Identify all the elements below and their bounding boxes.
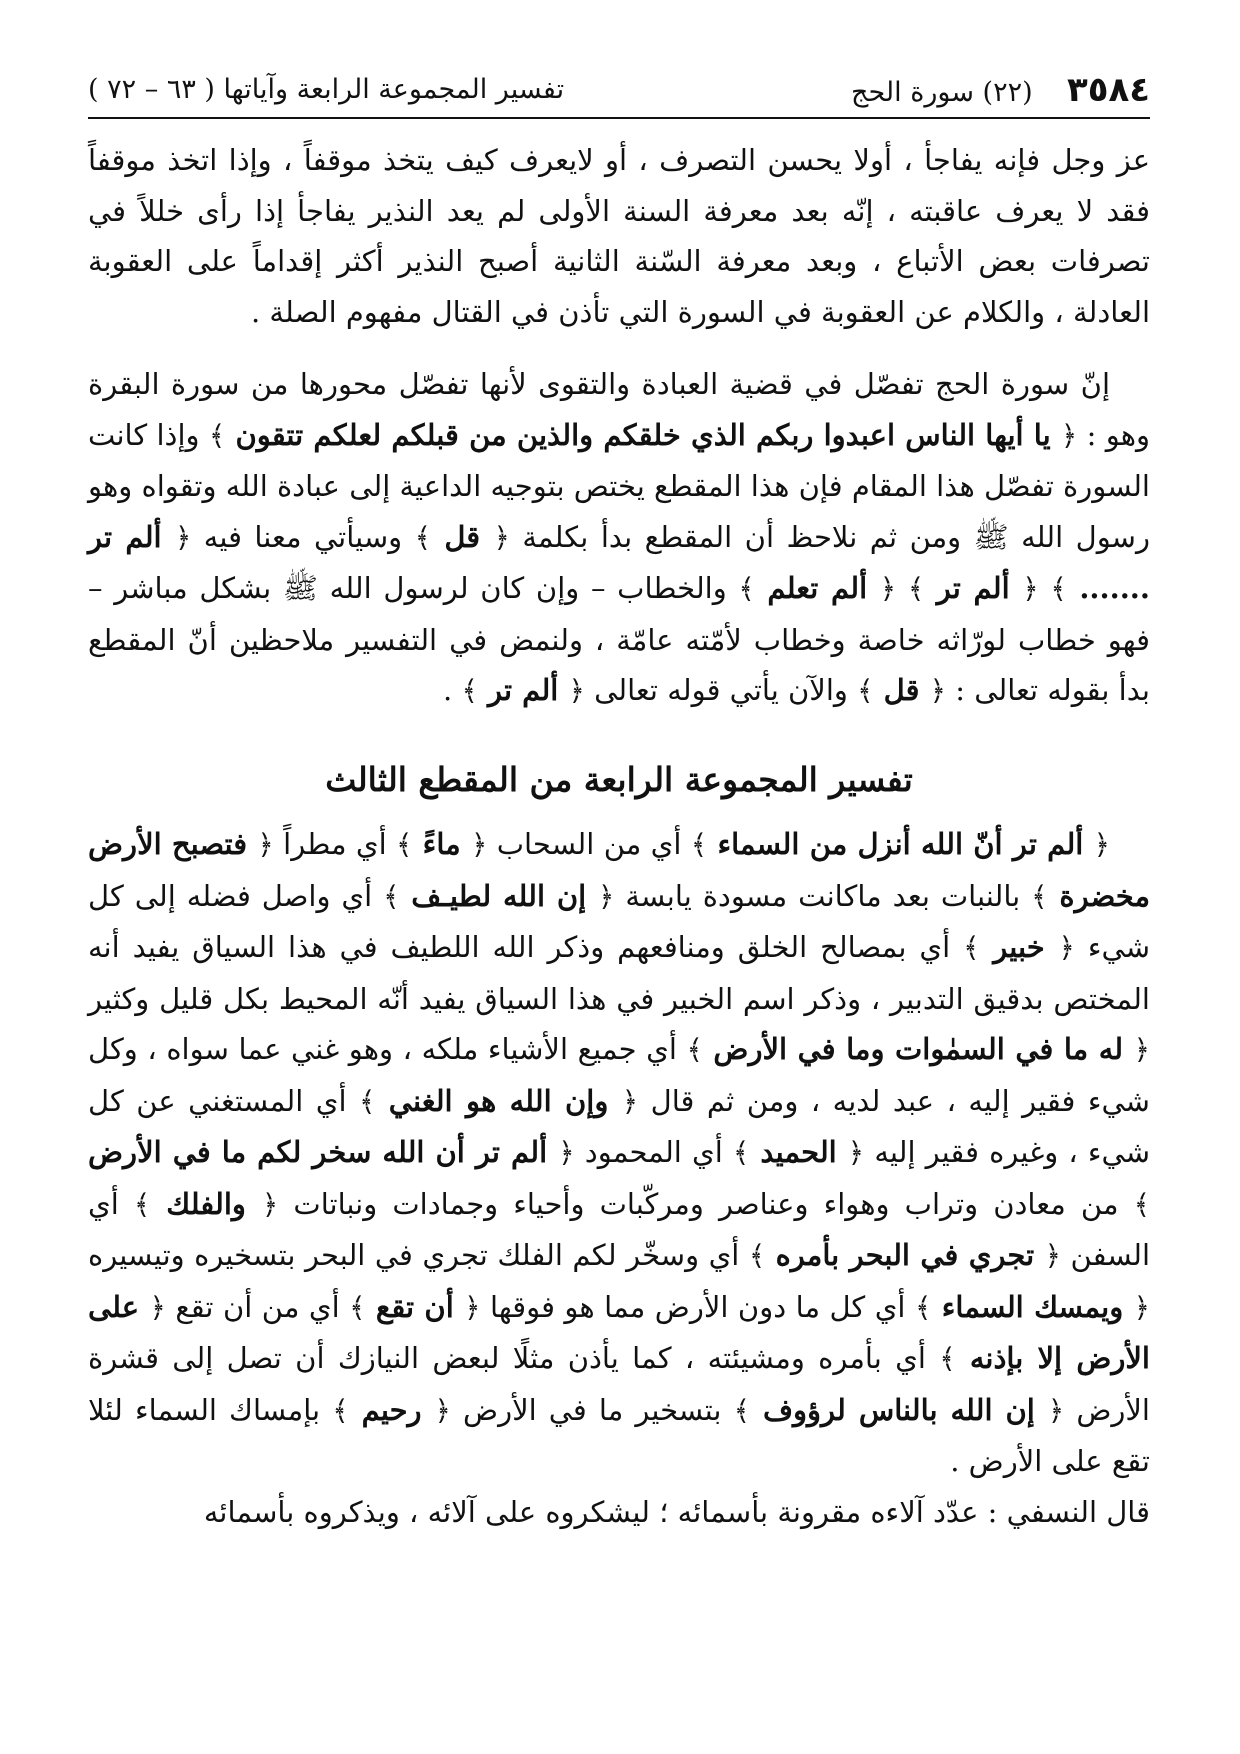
quran-verse: ويمسك السماء: [931, 1289, 1134, 1324]
quran-verse: والفلك: [150, 1186, 262, 1221]
ornate-bracket-close: ﴾: [914, 1290, 932, 1324]
paragraph-text: أي واصل فضله إلى كل شيء: [88, 878, 1150, 964]
paragraph-text: [1039, 571, 1051, 605]
paragraph-text: وإذا كانت السورة تفصّل هذا المقام فإن هذا المقطع يختص بتوجيه الداعية إلى عبادة الله وتقواه وهو رسول الله ﷺ ومن ثم نلاحظ أن المقطع بدأ بكلمة: [88, 417, 1150, 554]
quran-verse: ألم تر .......: [88, 519, 1150, 605]
ornate-bracket-open: ﴿: [434, 1393, 451, 1427]
ornate-bracket-close: ﴾: [963, 931, 980, 964]
quran-verse: إن الله بالناس لرؤوف: [749, 1392, 1048, 1427]
ornate-bracket-close: ﴾: [1133, 1187, 1150, 1221]
surah-name: (٢٢) سورة الحج: [851, 77, 1033, 108]
paragraph-text: أي وسخّر لكم الفلك تجري في البحر بتسخيره وتيسيره: [88, 1238, 749, 1272]
paragraph-text: بإمساك السماء لئلا تقع على الأرض .: [88, 1392, 1150, 1478]
ornate-bracket-close: ﴾: [907, 572, 925, 605]
paragraph-text: والخطاب – وإن كان لرسول الله ﷺ بشكل مباشر – فهو خطاب لورّاثه خاصة وخطاب لأمّته عامّة ، ولنمض في التفسير ملاحظين أنّ المقطع بدأ بقوله تعالى :: [88, 571, 1150, 707]
ornate-bracket-close: ﴾: [133, 1187, 151, 1221]
ornate-bracket-close: ﴾: [332, 1393, 349, 1427]
quran-verse: ماءً: [412, 827, 471, 861]
ornate-bracket-open: ﴿: [1044, 1239, 1061, 1272]
paragraph-1: [88, 135, 1150, 337]
paragraph-text: أي السفن: [88, 1186, 1150, 1272]
ornate-bracket-close: ﴾: [690, 828, 708, 861]
quran-verse: الحميد: [749, 1135, 848, 1169]
ornate-bracket-open: ﴿: [261, 1187, 279, 1221]
quran-verse: تجري في البحر بأمره: [765, 1238, 1045, 1272]
ornate-bracket-close: ﴾: [857, 674, 874, 707]
quran-verse: رحيم: [348, 1392, 435, 1427]
quran-verse: خبير: [979, 930, 1059, 964]
ornate-bracket-close: ﴾: [733, 1393, 750, 1427]
ornate-bracket-open: ﴿: [598, 879, 615, 913]
paragraph-text: أي من السحاب: [487, 827, 691, 861]
running-title: تفسير المجموعة الرابعة وآياتها ( ٦٣ – ٧٢ ): [88, 74, 565, 105]
quran-verse: ألم تر: [924, 571, 1023, 605]
ornate-bracket-close: ﴾: [738, 572, 755, 605]
quran-verse: ألم تر: [477, 673, 569, 707]
ornate-bracket-open: ﴿: [1060, 418, 1078, 452]
ornate-bracket-open: ﴿: [470, 828, 488, 861]
paragraph-4: [88, 1487, 1150, 1538]
paragraph-text: بالنبات بعد ماكانت مسودة يابسة: [614, 878, 1032, 913]
ornate-bracket-open: ﴿: [1047, 1393, 1065, 1427]
paragraph-text: أي جميع الأشياء ملكه ، وهو غني عما سواه ، وكل شيء فقير إليه ، عبد لديه ، ومن ثم قال: [88, 1032, 1150, 1118]
ornate-bracket-close: ﴾: [461, 674, 478, 707]
ornate-bracket-close: ﴾: [939, 1342, 956, 1375]
quran-verse: قل: [873, 673, 930, 707]
ornate-bracket-close: ﴾: [732, 1136, 750, 1169]
paragraph-text: [896, 571, 908, 605]
ornate-bracket-close: ﴾: [1050, 572, 1067, 605]
quran-verse: إن الله لطيـف: [399, 878, 599, 913]
paragraph-text: .: [443, 673, 462, 707]
ornate-bracket-open: ﴿: [464, 1290, 481, 1324]
paragraph-3: [88, 819, 1150, 1487]
ornate-bracket-open: ﴿: [847, 1136, 865, 1169]
ornate-bracket-close: ﴾: [396, 828, 413, 861]
ornate-bracket-open: ﴿: [493, 520, 510, 554]
ornate-bracket-open: ﴿: [1093, 828, 1111, 861]
ornate-bracket-close: ﴾: [383, 879, 400, 913]
quran-verse: يا أيها الناس اعبدوا ربكم الذي خلقكم والذين من قبلكم لعلكم تتقون: [225, 417, 1061, 452]
paragraph-2: [88, 359, 1150, 717]
paragraph-text: إنّ سورة الحج تفصّل في قضية العبادة والتقوى لأنها تفصّل محورها من سورة البقرة وهو :: [88, 367, 1150, 452]
quran-verse: ألم تر أنّ الله أنزل من السماء: [707, 827, 1094, 861]
ornate-bracket-open: ﴿: [879, 572, 897, 605]
paragraph-text: أي من أن تقع: [165, 1289, 350, 1324]
paragraph-text: عز وجل فإنه يفاجأ ، أولا يحسن التصرف ، أو لايعرف كيف يتخذ موقفاً ، وإذا اتخذ موقفاً فقد لا يعرف عاقبته ، إنّه بعد معرفة السنة الأولى لم يعد النذير يفاجأ إذا رأى خللاً في تصرفات بعض الأتباع ، وبعد معرفة السّنة الثانية أصبح النذير أكثر إقداماً على العقوبة العادلة ، والكلام عن العقوبة في السورة التي تأذن في القتال مفهوم الصلة .: [88, 143, 1150, 329]
ornate-bracket-close: ﴾: [349, 1290, 366, 1324]
ornate-bracket-open: ﴿: [1133, 1033, 1150, 1066]
paragraph-text: أي بمصالح الخلق ومنافعهم وذكر الله اللطيف في هذا السياق يفيد أنه المختص بدقيق التدبير ، وذكر اسم الخبير في هذا السياق يفيد أنّه المحيط بكل قليل وكثير: [88, 930, 1150, 1016]
ornate-bracket-open: ﴿: [558, 1136, 575, 1169]
ornate-bracket-open: ﴿: [929, 674, 946, 707]
paragraph-text: أي بأمره ومشيئته ، كما يأذن مثلًا لبعض النيازك أن تصل إلى قشرة الأرض: [88, 1341, 1150, 1427]
ornate-bracket-close: ﴾: [686, 1033, 703, 1066]
header-rule: [88, 117, 1150, 119]
ornate-bracket-open: ﴿: [149, 1290, 166, 1324]
page-body: [88, 135, 1150, 1537]
page-number: ٣٥٨٤: [1066, 70, 1150, 110]
quran-verse: أن تقع: [365, 1289, 465, 1324]
ornate-bracket-open: ﴿: [621, 1084, 639, 1118]
ornate-bracket-open: ﴿: [568, 674, 585, 707]
quran-verse: فتصبح الأرض مخضرة: [88, 827, 1150, 913]
section-title: تفسير المجموعة الرابعة من المقطع الثالث: [325, 759, 913, 799]
ornate-bracket-open: ﴿: [1022, 572, 1039, 605]
quran-verse: قل: [431, 519, 494, 554]
ornate-bracket-open: ﴿: [174, 520, 192, 554]
ornate-bracket-close: ﴾: [359, 1084, 376, 1118]
ornate-bracket-close: ﴾: [1031, 879, 1048, 913]
paragraph-text: أي المستغني عن كل شيء ، وغيره فقير إليه: [88, 1083, 1151, 1169]
quran-verse: ألم تعلم: [754, 571, 880, 605]
paragraph-text: والآن يأتي قوله تعالى: [584, 673, 858, 707]
ornate-bracket-open: ﴿: [1058, 931, 1075, 964]
ornate-bracket-close: ﴾: [748, 1239, 766, 1272]
paragraph-text: أي كل ما دون الأرض مما هو فوقها: [480, 1289, 915, 1324]
ornate-bracket-close: ﴾: [208, 418, 226, 452]
quran-verse: ألم تر أن الله سخر لكم ما في الأرض: [88, 1135, 559, 1169]
quran-verse: له ما في السمٰوات وما في الأرض: [702, 1032, 1134, 1066]
paragraph-text: أي المحمود: [574, 1135, 733, 1169]
paragraph-text: قال النسفي : عدّد آلاءه مقرونة بأسمائه ؛ ليشكروه على آلائه ، ويذكروه بأسمائه: [203, 1494, 1150, 1529]
ornate-bracket-open: ﴿: [257, 828, 274, 861]
paragraph-text: بتسخير ما في الأرض: [450, 1392, 734, 1427]
ornate-bracket-close: ﴾: [414, 520, 431, 554]
quran-verse: على الأرض إلا بإذنه: [88, 1289, 1150, 1375]
paragraph-text: من معادن وتراب وهواء وعناصر ومركّبات وأحياء وجمادات ونباتات: [278, 1186, 1134, 1221]
ornate-bracket-open: ﴿: [1133, 1290, 1151, 1324]
paragraph-text: وسيأتي معنا فيه: [191, 519, 415, 554]
header-right: [851, 70, 1150, 113]
quran-verse: وإن الله هو الغني: [375, 1083, 622, 1118]
paragraph-text: أي مطراً: [273, 827, 397, 861]
running-header: [88, 70, 1150, 118]
